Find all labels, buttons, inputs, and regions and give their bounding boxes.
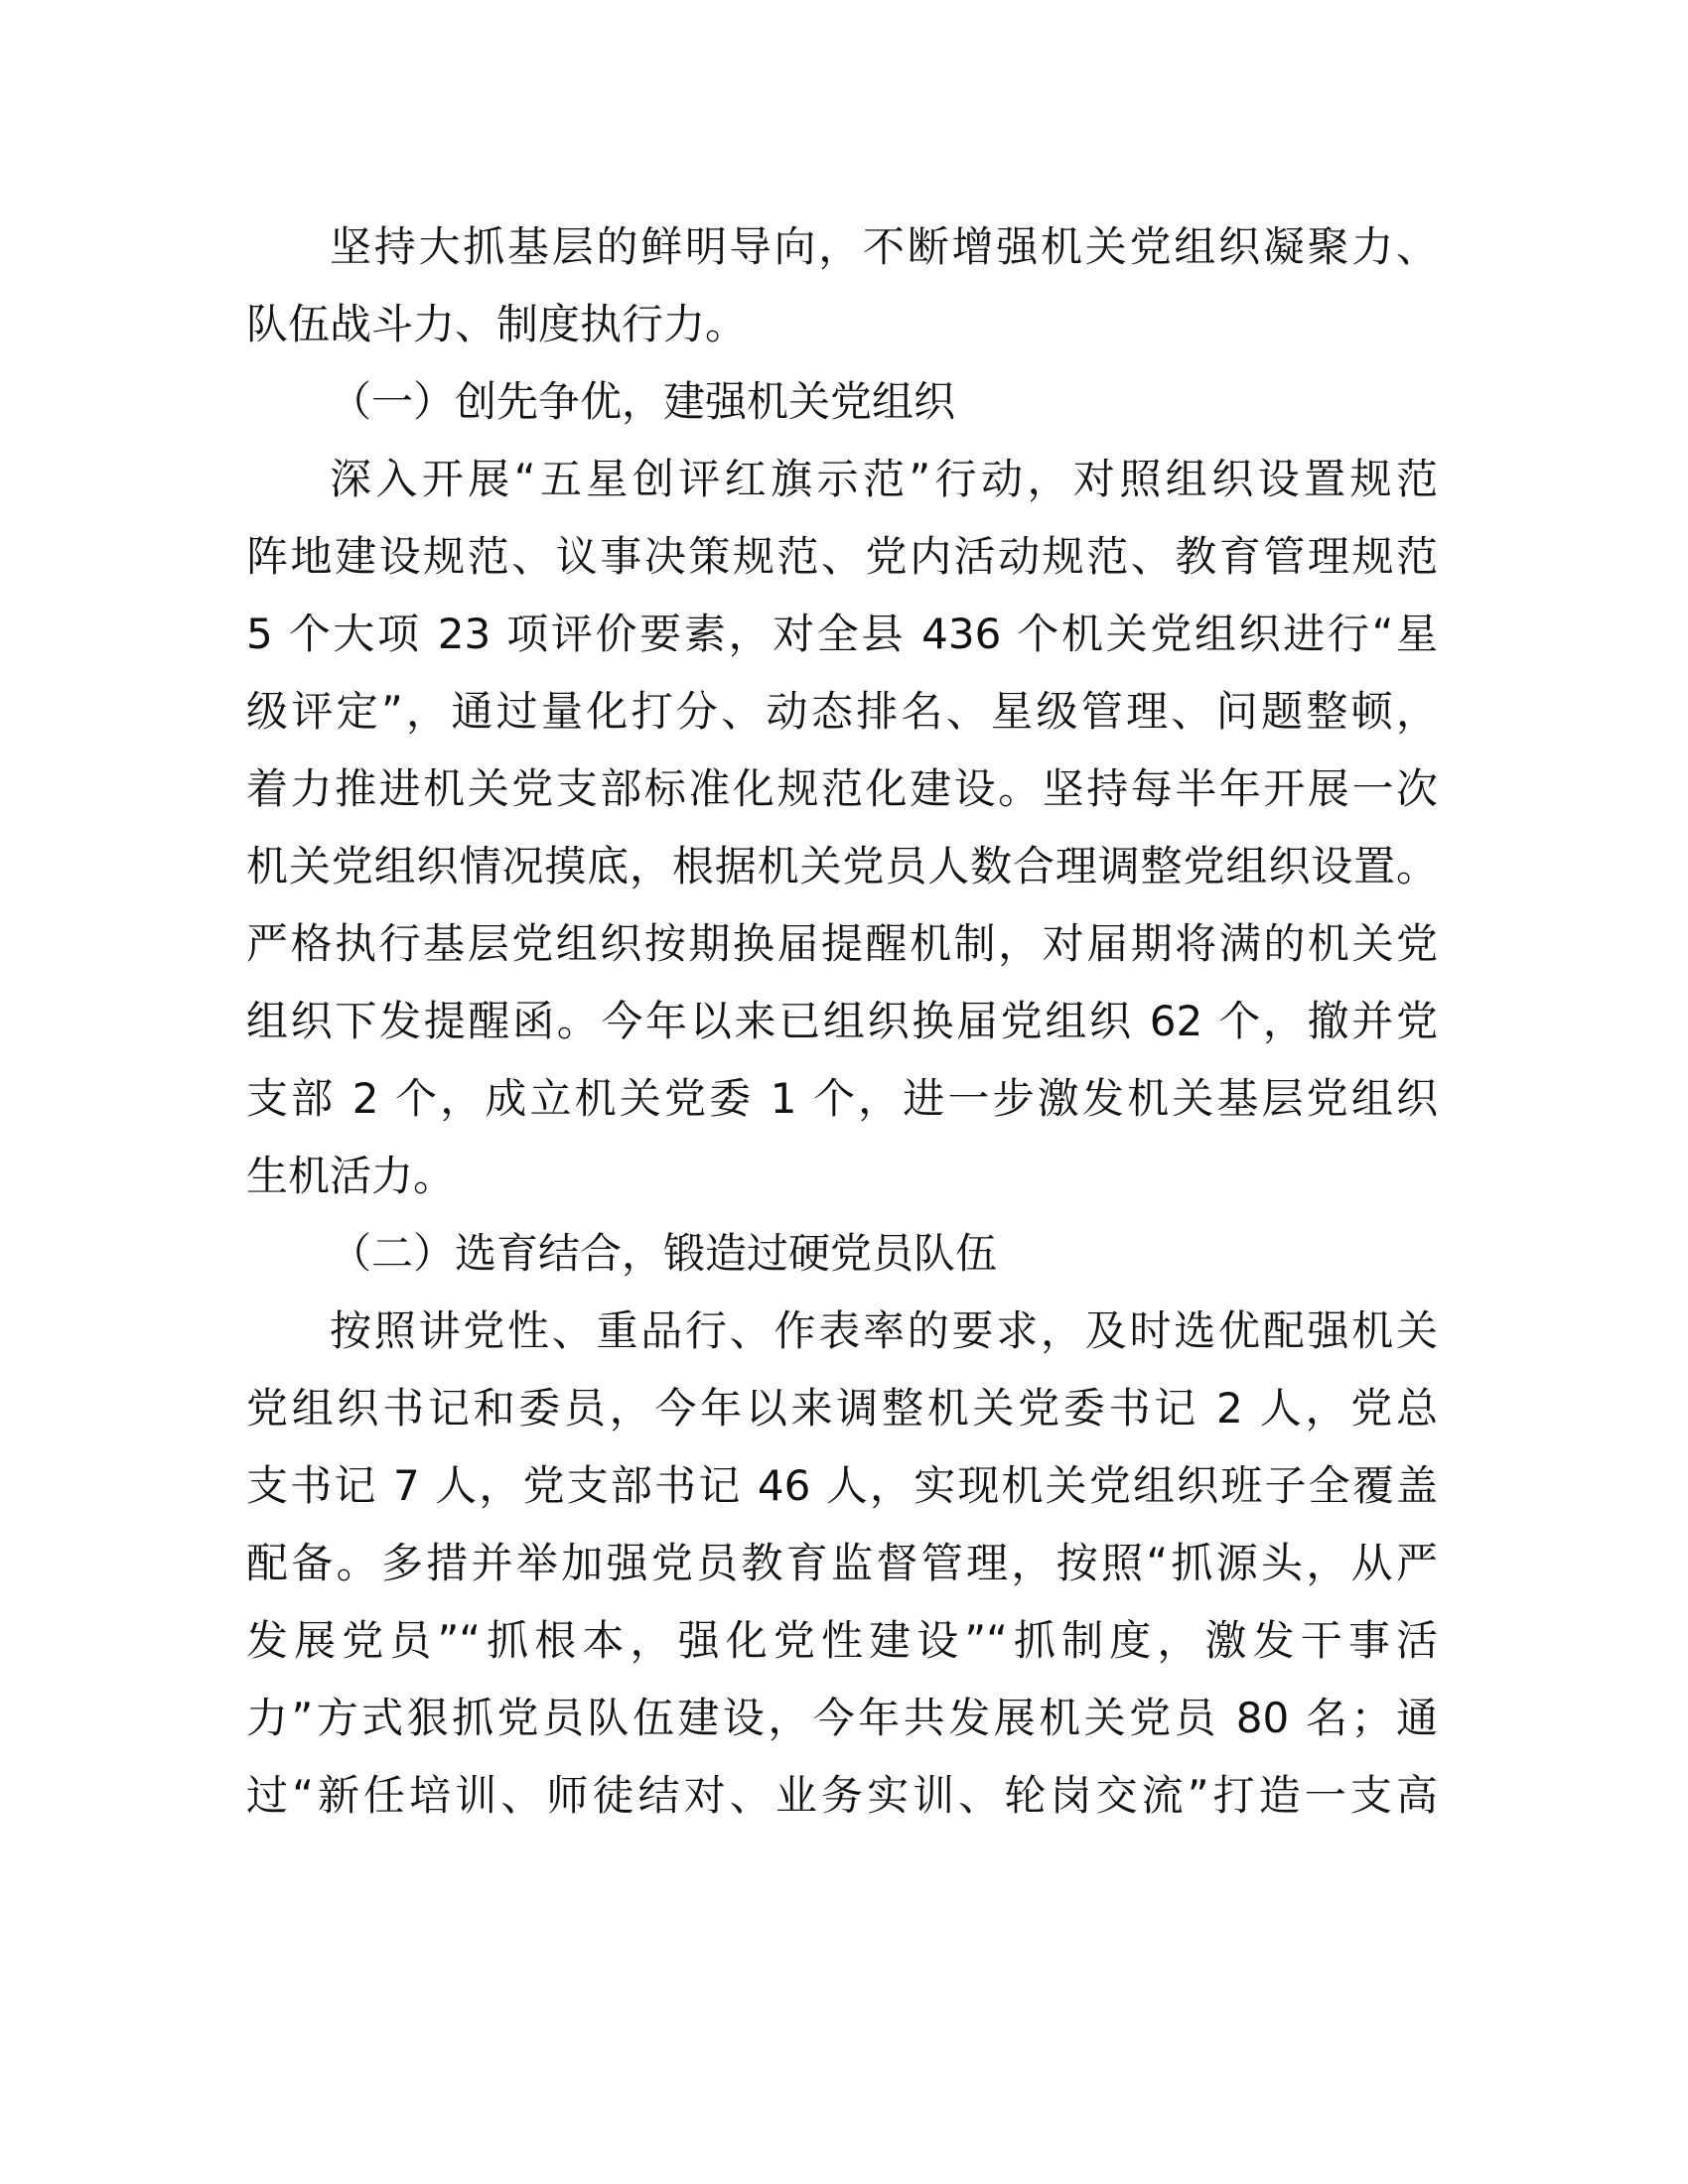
text-line: 深入开展“五星创评红旗示范”行动，对照组织设置规范 <box>330 455 1438 503</box>
paragraph <box>246 208 1438 363</box>
text-line: 坚持大抓基层的鲜明导向，不断增强机关党组织凝聚力、 <box>330 222 1438 271</box>
text-line: 按照讲党性、重品行、作表率的要求，及时选优配强机关 <box>330 1306 1438 1355</box>
text-line: 严格执行基层党组织按期换届提醒机制，对届期将满的机关党 <box>246 919 1438 968</box>
text-line: 力”方式狠抓党员队伍建设，今年共发展机关党员 80 名；通 <box>246 1694 1438 1742</box>
text-line: 发展党员”“抓根本，强化党性建设”“抓制度，激发干事活 <box>246 1616 1438 1665</box>
text-line: 阵地建设规范、议事决策规范、党内活动规范、教育管理规范 <box>246 532 1438 581</box>
section-heading: （二）选育结合，锻造过硬党员队伍 <box>330 1229 998 1278</box>
text-line: 机关党组织情况摸底，根据机关党员人数合理调整党组织设置。 <box>246 842 1438 890</box>
section-heading: （一）创先争优，建强机关党组织 <box>330 377 956 426</box>
text-line: 组织下发提醒函。今年以来已组织换届党组织 62 个，撤并党 <box>246 997 1438 1045</box>
paragraph <box>246 1293 1438 1835</box>
text-line: 队伍战斗力、制度执行力。 <box>246 300 748 348</box>
text-line: 党组织书记和委员，今年以来调整机关党委书记 2 人，党总 <box>246 1384 1438 1433</box>
text-line: 支部 2 个，成立机关党委 1 个，进一步激发机关基层党组织 <box>246 1074 1438 1123</box>
text-line: 生机活力。 <box>246 1152 456 1200</box>
paragraph <box>246 441 1438 1215</box>
text-line: 5 个大项 23 项评价要素，对全县 436 个机关党组织进行“星 <box>246 610 1438 658</box>
text-line: 配备。多措并举加强党员教育监督管理，按照“抓源头，从严 <box>246 1539 1438 1587</box>
document-body <box>246 208 1438 1835</box>
text-line: 级评定”，通过量化打分、动态排名、星级管理、问题整顿， <box>246 687 1438 736</box>
text-line: 着力推进机关党支部标准化规范化建设。坚持每半年开展一次 <box>246 764 1438 813</box>
text-line: 过“新任培训、师徒结对、业务实训、轮岗交流”打造一支高 <box>246 1771 1438 1820</box>
text-line: 支书记 7 人，党支部书记 46 人，实现机关党组织班子全覆盖 <box>246 1461 1438 1510</box>
